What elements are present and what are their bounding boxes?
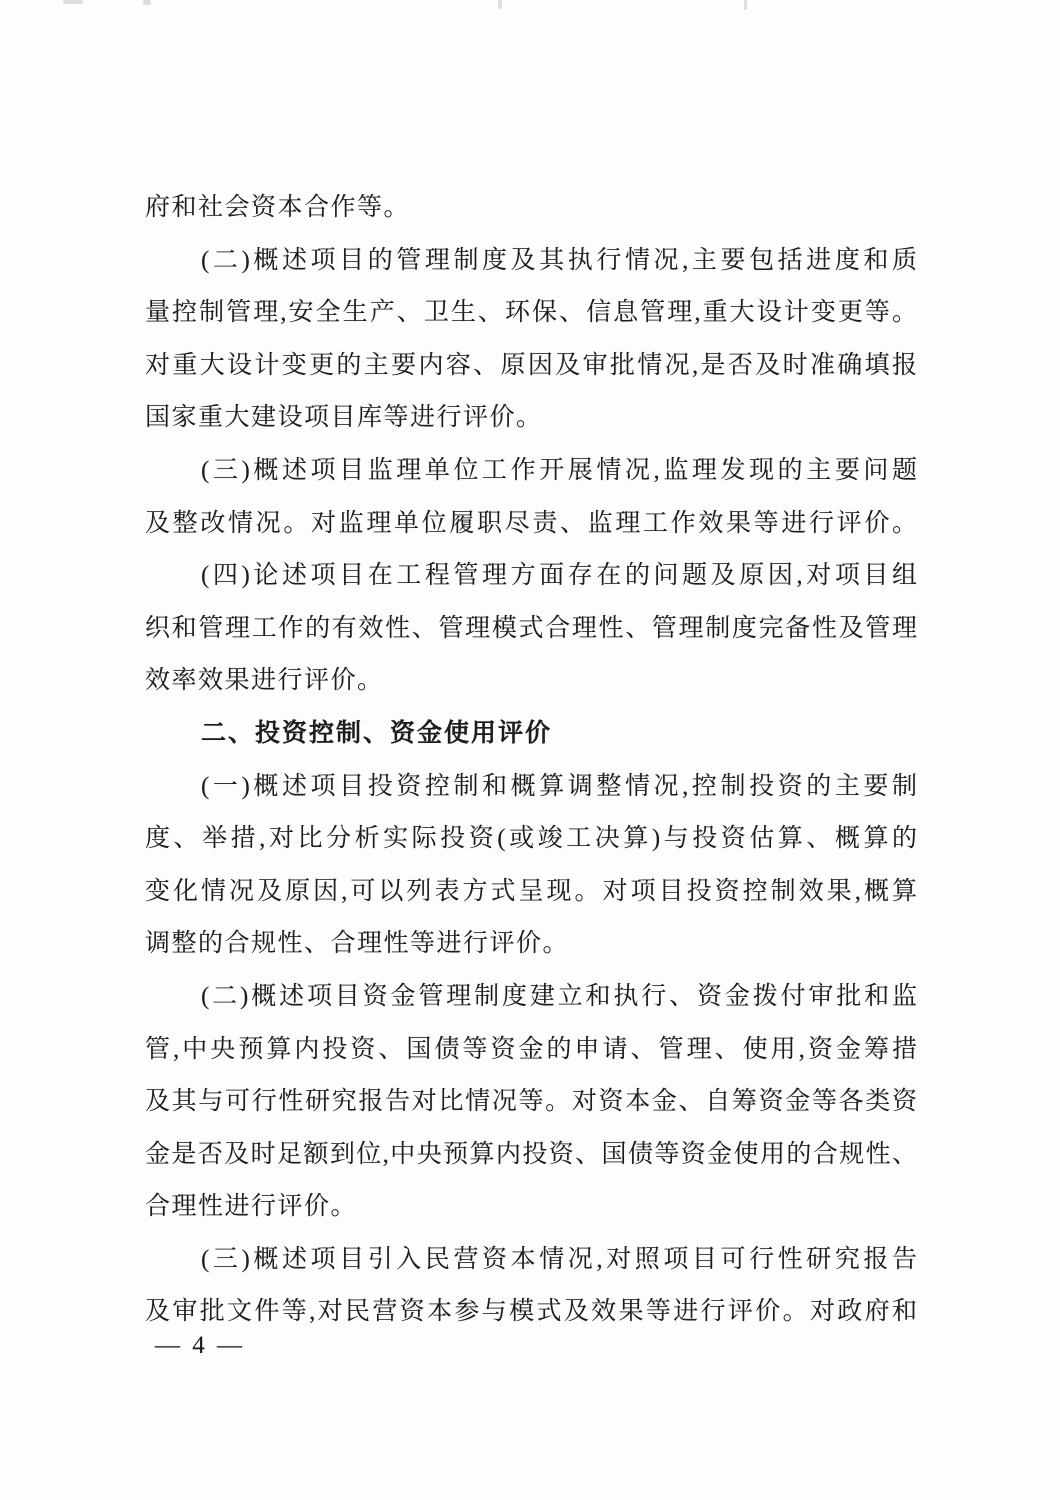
paragraph-line: 度、举措,对比分析实际投资(或竣工决算)与投资估算、概算的 (145, 825, 917, 853)
paragraph-line: 及其与可行性研究报告对比情况等。对资本金、自筹资金等各类资 (145, 1088, 917, 1116)
paragraph-line: 对重大设计变更的主要内容、原因及审批情况,是否及时准确填报 (145, 351, 917, 379)
paragraph-line: (四)论述项目在工程管理方面存在的问题及原因,对项目组 (201, 562, 917, 590)
paragraph-line: 调整的合规性、合理性等进行评价。 (145, 930, 570, 958)
paragraph-line: 管,中央预算内投资、国债等资金的申请、管理、使用,资金筹措 (145, 1035, 917, 1063)
paragraph-line: 量控制管理,安全生产、卫生、环保、信息管理,重大设计变更等。 (145, 299, 917, 327)
paragraph-line: (三)概述项目引入民营资本情况,对照项目可行性研究报告 (201, 1245, 917, 1273)
paragraph-line: 及审批文件等,对民营资本参与模式及效果等进行评价。对政府和 (145, 1298, 917, 1326)
paragraph-line: (二)概述项目的管理制度及其执行情况,主要包括进度和质 (201, 246, 917, 274)
paragraph-line: 及整改情况。对监理单位履职尽责、监理工作效果等进行评价。 (145, 509, 917, 537)
paragraph-continuation-line: 府和社会资本合作等。 (145, 194, 411, 221)
page-number: — 4 — (155, 1332, 245, 1359)
paragraph-line: (二)概述项目资金管理制度建立和执行、资金拨付审批和监 (201, 982, 917, 1010)
paragraph-line: 国家重大建设项目库等进行评价。 (145, 404, 543, 432)
document-body (145, 182, 917, 1339)
scan-artifact (744, 0, 747, 10)
paragraph-line: 金是否及时足额到位,中央预算内投资、国债等资金使用的合规性、 (145, 1140, 917, 1168)
paragraph-line: (一)概述项目投资控制和概算调整情况,控制投资的主要制 (201, 772, 917, 800)
section-heading: 二、投资控制、资金使用评价 (201, 719, 553, 747)
paragraph-line: 变化情况及原因,可以列表方式呈现。对项目投资控制效果,概算 (145, 877, 917, 905)
scan-artifact (143, 0, 151, 5)
paragraph-line: 效率效果进行评价。 (145, 667, 384, 695)
scan-artifact (63, 0, 83, 4)
paragraph-line: 合理性进行评价。 (145, 1193, 358, 1221)
paragraph-line: (三)概述项目监理单位工作开展情况,监理发现的主要问题 (201, 456, 917, 484)
paragraph-line: 织和管理工作的有效性、管理模式合理性、管理制度完备性及管理 (145, 614, 917, 642)
scan-artifact (498, 0, 502, 9)
